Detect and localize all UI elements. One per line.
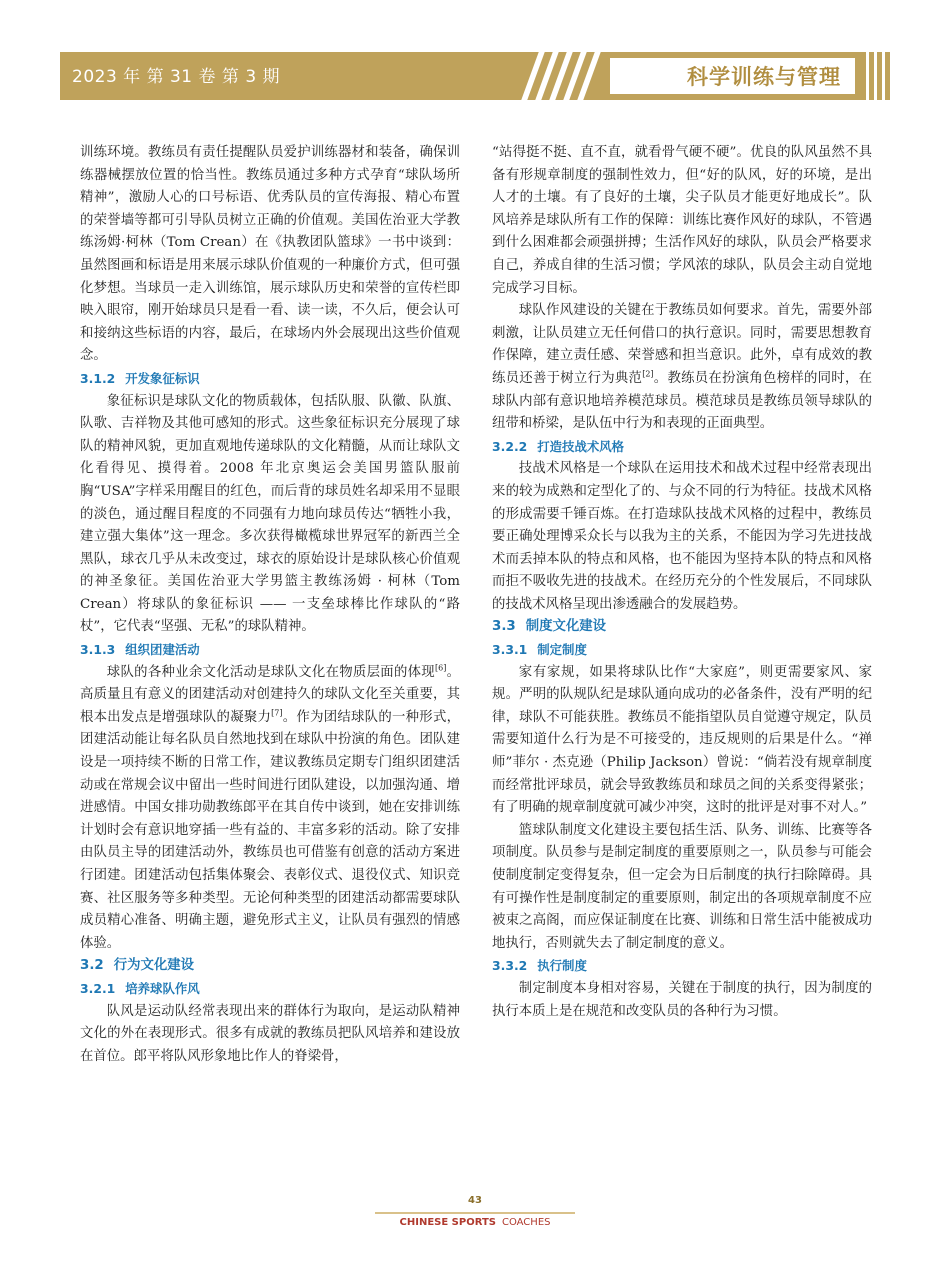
paragraph-text: 家有家规，如果将球队比作“大家庭”，则更需要家风、家规。严明的队规队纪是球队通向成功的必备条件，没有严明的纪律，球队不可能获胜。教练员不能指望队员自觉遵守规定，队员需要知道什么行为是不可接受的，违反规则的后果是什么。“禅师”菲尔 · 杰克逊（Philip Jackson）曾说：“倘若没有规章制度而经常批评球员，就会导致教练员和球员之间的关系变得紧张；有了明确的规章制度就可减少冲突，这时的批评是对事不对人。” bbox=[492, 664, 872, 816]
right-column bbox=[492, 142, 872, 1023]
footer-divider bbox=[375, 1212, 575, 1214]
footer-brand bbox=[0, 1217, 950, 1228]
paragraph bbox=[492, 300, 872, 436]
section-title: 制定制度 bbox=[537, 642, 587, 658]
header-stripes bbox=[520, 52, 610, 100]
paragraph bbox=[80, 662, 460, 956]
left-column bbox=[80, 142, 460, 1068]
section-number: 3.1.2 bbox=[80, 370, 116, 386]
citation: [6] bbox=[434, 663, 447, 673]
paragraph-text: 。教练员在扮演角色榜样的同时，在球队内部有意识地培养模范球员。模范球员是教练员领导球队的纽带和桥梁，是队伍中行为和表现的正面典型。 bbox=[492, 370, 873, 432]
section-title: 开发象征标识 bbox=[125, 370, 200, 386]
paragraph-text: “站得挺不挺、直不直，就看骨气硬不硬”。优良的队风虽然不具备有形规章制度的强制性效力，但“好的队风，好的环境，是出人才的土壤。有了良好的土壤，尖子队员才能更好地成长”。队风培养是球队所有工作的保障：训练比赛作风好的球队，不管遇到什么困难都会顽强拼搏；生活作风好的球队，队员会严格要求自己，养成自律的生活习惯；学风浓的球队，队员会主动自觉地完成学习目标。 bbox=[492, 145, 872, 296]
section-number: 3.3.1 bbox=[492, 642, 528, 658]
section-heading bbox=[492, 955, 872, 978]
page-number: 43 bbox=[468, 1195, 482, 1206]
section-number: 3.3.2 bbox=[492, 958, 528, 974]
section-number: 3.1.3 bbox=[80, 642, 116, 658]
section-heading bbox=[80, 978, 460, 1001]
section-title: 行为文化建设 bbox=[113, 958, 195, 974]
section-title: 打造技战术风格 bbox=[537, 438, 625, 454]
section-number: 3.2 bbox=[80, 958, 104, 974]
section-title: 培养球队作风 bbox=[125, 980, 200, 996]
section-number: 3.3 bbox=[492, 619, 516, 635]
paragraph-text: 制定制度本身相对容易，关键在于制度的执行，因为制度的执行本质上是在规范和改变队员的各种行为习惯。 bbox=[492, 980, 872, 1019]
paragraph bbox=[492, 978, 872, 1023]
paragraph-text: 篮球队制度文化建设主要包括生活、队务、训练、比赛等各项制度。队员参与是制定制度的重要原则之一，队员参与可能会使制度制定变得复杂，但一定会为日后制度的执行扫除障碍。具有可操作性是制度制定的重要原则，制定出的各项规章制度不应被束之高阁，而应保证制度在比赛、训练和日常生活中能被成功地执行，否则就失去了制定制度的意义。 bbox=[492, 822, 872, 951]
section-number: 3.2.1 bbox=[80, 980, 116, 996]
paragraph bbox=[492, 142, 872, 300]
paragraph bbox=[80, 1001, 460, 1069]
paragraph bbox=[492, 662, 872, 820]
journal-title: 科学训练与管理 bbox=[610, 58, 855, 94]
section-heading bbox=[492, 616, 872, 639]
section-heading bbox=[80, 955, 460, 978]
section-title: 执行制度 bbox=[537, 958, 587, 974]
citation: [7] bbox=[271, 708, 283, 718]
paragraph-text: 。高质量且有意义的团建活动对创建持久的球队文化至关重要，其根本出发点是增强球队的凝聚力 bbox=[80, 664, 461, 725]
section-title: 制度文化建设 bbox=[525, 619, 607, 635]
footer-brand-bold: CHINESE SPORTS bbox=[399, 1217, 496, 1228]
paragraph bbox=[492, 820, 872, 956]
footer-brand-rest: COACHES bbox=[501, 1217, 551, 1228]
paragraph-text: 队风是运动队经常表现出来的群体行为取向，是运动队精神文化的外在表现形式。很多有成就的教练员把队风培养和建设放在首位。郎平将队风形象地比作人的脊梁骨， bbox=[80, 1003, 460, 1064]
paragraph bbox=[80, 142, 460, 368]
paragraph-text: 球队作风建设的关键在于教练员如何要求。首先，需要外部刺激，让队员建立无任何借口的执行意识。同时，需要思想教育作保障，建立责任感、荣誉感和担当意识。此外，卓有成效的教练员还善于树立行为典范 bbox=[492, 303, 872, 386]
paragraph-text: 象征标识是球队文化的物质载体，包括队服、队徽、队旗、队歌、吉祥物及其他可感知的形式。这些象征标识充分展现了球队的精神风貌，更加直观地传递球队的文化精髓，从而让球队文化看得见、摸得着。2008 年北京奥运会美国男篮队服前胸“USA”字样采用醒目的红色，而后背的球员姓名却采用不显眼的淡色，通过醒目程度的不同强有力地向球员传达“牺牲小我，建立强大集体”这一理念。多次获得橄榄球世界冠军的新西兰全黑队，球衣几乎从未改变过，球衣的原始设计是球队核心价值观的神圣象征。美国佐治亚大学男篮主教练汤姆 · 柯林（Tom Crean）将球队的象征标识 —— 一支垒球棒比作球队的“路杖”，它代表“坚强、无私”的球队精神。 bbox=[80, 393, 460, 635]
section-number: 3.2.2 bbox=[492, 438, 528, 454]
paragraph-text: 技战术风格是一个球队在运用技术和战术过程中经常表现出来的较为成熟和定型化了的、与众不同的行为特征。技战术风格的形成需要千锤百炼。在打造球队技战术风格的过程中，教练员要正确处理博采众长与以我为主的关系，不能因为学习先进技战术而丢掉本队的特点和风格，也不能因为坚持本队的特点和风格而拒不吸收先进的技战术。在经历充分的个性发展后，不同球队的技战术风格呈现出渗透融合的发展趋势。 bbox=[492, 461, 872, 612]
paragraph-text: 。作为团结球队的一种形式，团建活动能让每名队员自然地找到在球队中扮演的角色。团队建设是一项持续不断的日常工作，建议教练员定期专门组织团建活动或在常规会议中留出一些时间进行团队建设，以加强沟通、增进感情。中国女排功勋教练郎平在其自传中谈到，她在安排训练计划时会有意识地穿插一些有益的、丰富多彩的活动。除了安排由队员主导的团建活动外，教练员也可借鉴有创意的活动方案进行团建。团建活动包括集体聚会、表彰仪式、退役仪式、知识竞赛、社区服务等多种类型。无论何种类型的团建活动都需要球队成员精心准备、明确主题，避免形式主义，让队员有强烈的情感体验。 bbox=[80, 709, 461, 951]
paragraph-text: 球队的各种业余文化活动是球队文化在物质层面的体现 bbox=[106, 664, 435, 680]
header-bars bbox=[862, 52, 890, 100]
paragraph-text: 训练环境。教练员有责任提醒队员爱护训练器材和装备，确保训练器械摆放位置的恰当性。教练员通过多种方式孕育“球队场所精神”，激励人心的口号标语、优秀队员的宣传海报、精心布置的荣誉墙等都可引导队员树立正确的价值观。美国佐治亚大学教练汤姆·柯林（Tom Crean）在《执教团队篮球》一书中谈到：虽然图画和标语是用来展示球队价值观的一种廉价方式，但可强化梦想。当球员一走入训练馆，展示球队历史和荣誉的宣传栏即映入眼帘，刚开始球员只是看一看、读一读，不久后，便会认可和接纳这些标语的内容，最后，在球场内外会展现出这些价值观念。 bbox=[80, 145, 460, 364]
section-heading bbox=[80, 639, 460, 662]
paragraph bbox=[492, 458, 872, 616]
section-title: 组织团建活动 bbox=[125, 642, 200, 658]
paragraph bbox=[80, 391, 460, 640]
section-heading bbox=[492, 436, 872, 459]
section-heading bbox=[80, 368, 460, 391]
issue-info: 2023 年 第 31 卷 第 3 期 bbox=[72, 67, 281, 87]
section-heading bbox=[492, 639, 872, 662]
citation: [2] bbox=[642, 369, 654, 379]
